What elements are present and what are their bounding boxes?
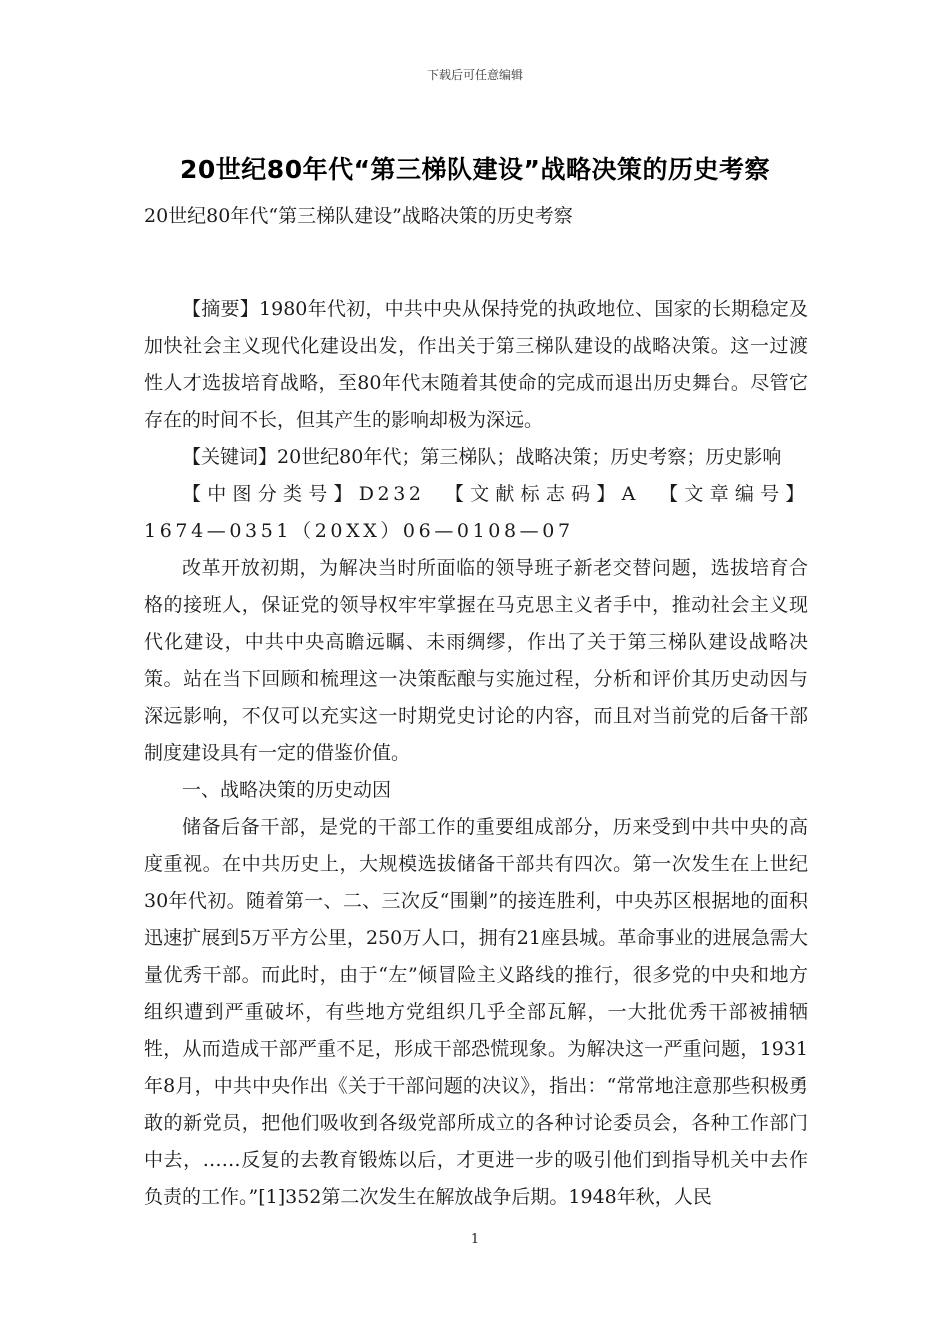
header-note: 下载后可任意编辑	[426, 68, 523, 82]
page-title: 20世纪80年代“第三梯队建设”战略决策的历史考察	[180, 155, 770, 184]
classification-line: 【中图分类号】D232 【文献标志码】A 【文章编号】1674—0351（20XX）06—0108—07	[144, 483, 808, 542]
page-number: 1	[470, 1232, 480, 1247]
body-paragraph: 储备后备干部，是党的干部工作的重要组成部分，历来受到中共中央的高度重视。在中共历史上，大规模选拔储备干部共有四次。第一次发生在上世纪30年代初。随着第一、二、三次反“围剿”的接连胜利，中央苏区根据地的面积迅速扩展到5万平方公里，250万人口，拥有21座县城。革命事业的进展急需大量优秀干部。而此时，由于“左”倾冒险主义路线的推行，很多党的中央和地方组织遭到严重破坏，有些地方党组织几乎全部瓦解，一大批优秀干部被捕牺牲，从而造成干部严重不足，形成干部恐慌现象。为解决这一严重问题，1931年8月，中共中央作出《关于干部问题的决议》，指出：“常常地注意那些积极勇敢的新党员，把他们吸收到各级党部所成立的各种讨论委员会，各种工作部门中去，……反复的去教育锻炼以后，才更进一步的吸引他们到指导机关中去作负责的工作。”[1]352第二次发生在解放战争后期。1948年秋，人民	[144, 816, 808, 1208]
document-body	[144, 198, 808, 1216]
abstract-paragraph: 【摘要】1980年代初，中共中央从保持党的执政地位、国家的长期稳定及加快社会主义现代化建设出发，作出关于第三梯队建设的战略决策。这一过渡性人才选拔培育战略，至80年代末随着其使命的完成而退出历史舞台。尽管它存在的时间不长，但其产生的影响却极为深远。	[144, 298, 808, 431]
intro-paragraph: 改革开放初期，为解决当时所面临的领导班子新老交替问题，选拔培育合格的接班人，保证党的领导权牢牢掌握在马克思主义者手中，推动社会主义现代化建设，中共中央高瞻远瞩、未雨绸缪，作出了关于第三梯队建设战略决策。站在当下回顾和梳理这一决策酝酿与实施过程，分析和评价其历史动因与深远影响，不仅可以充实这一时期党史讨论的内容，而且对当前党的后备干部制度建设具有一定的借鉴价值。	[144, 557, 808, 764]
section-heading: 一、战略决策的历史动因	[182, 779, 392, 801]
subtitle: 20世纪80年代“第三梯队建设”战略决策的历史考察	[144, 205, 573, 227]
keywords-line: 【关键词】20世纪80年代；第三梯队；战略决策；历史考察；历史影响	[182, 446, 782, 468]
